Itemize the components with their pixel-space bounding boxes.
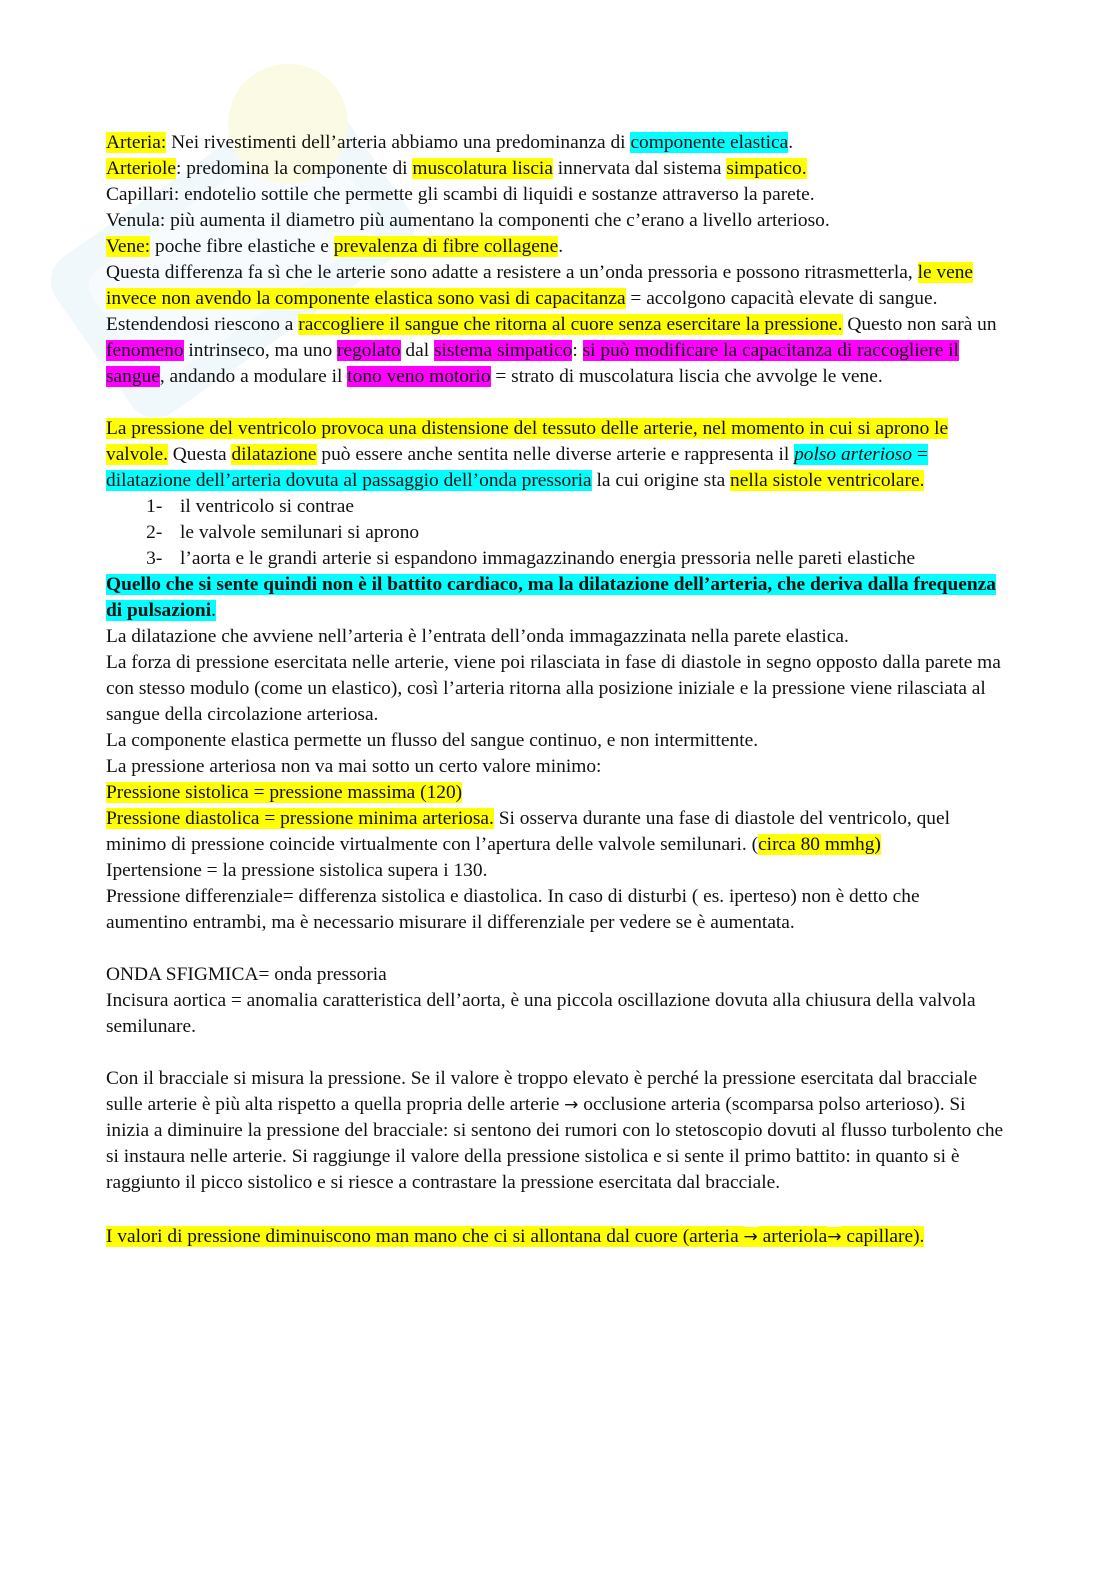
list-item: 1. il ventricolo si contrae	[172, 494, 1006, 520]
paragraph-minimo: La pressione arteriosa non va mai sotto un certo valore minimo:	[106, 756, 602, 777]
paragraph-arteria: Arteria: Nei rivestimenti dell’arteria abbiamo una predominanza di componente elastica.	[106, 132, 794, 153]
paragraph-differenziale: Pressione differenziale= differenza sistolica e diastolica. In caso di disturbi ( es. iperteso) non è detto che aumentino entrambi, ma è necessario misurare il differenziale per vedere se è aumentata.	[106, 886, 920, 933]
arrow-icon: →	[827, 1227, 842, 1247]
paragraph-componente: La componente elastica permette un flusso del sangue continuo, e non intermittente.	[106, 730, 759, 751]
list-item: 2. le valvole semilunari si aprono	[172, 520, 1006, 546]
paragraph-bracciale: Con il bracciale si misura la pressione. Se il valore è troppo elevato è perché la pressione esercitata dal bracciale sulle arterie è più alta rispetto a quella propria delle arterie → occlusione arteria (scomparsa polso arterioso). Si inizia a diminuire la pressione del bracciale: si sentono dei rumori con lo stetoscopio dovuti al flusso turbolento che si instaura nelle arterie. Si raggiunge il valore della pressione sistolica e si sente il primo battito: in quanto si è raggiunto il picco sistolico e si riesce a contrastare la pressione esercitata dal bracciale.	[106, 1068, 1004, 1193]
paragraph-capillari: Capillari: endotelio sottile che permette gli scambi di liquidi e sostanze attraverso la parete.	[106, 184, 815, 205]
paragraph-incisura: Incisura aortica = anomalia caratteristica dell’aorta, è una piccola oscillazione dovuta alla chiusura della valvola semilunare.	[106, 990, 976, 1037]
paragraph-quello: Quello che si sente quindi non è il battito cardiaco, ma la dilatazione dell’arteria, che deriva dalla frequenza di pulsazioni.	[106, 574, 996, 621]
spacer	[106, 1196, 1006, 1222]
spacer	[106, 936, 1006, 962]
paragraph-onda: ONDA SFIGMICA= onda pressoria	[106, 964, 387, 985]
arrow-icon: →	[564, 1095, 579, 1115]
arrow-icon: →	[743, 1227, 758, 1247]
steps-list	[106, 494, 1006, 572]
paragraph-ventricolo: La pressione del ventricolo provoca una distensione del tessuto delle arterie, nel momento in cui si aprono le valvole. Questa dilatazione può essere anche sentita nelle diverse arterie e rappresenta il polso arterioso = dilatazione dell’arteria dovuta al passaggio dell’onda pressoria la cui origine sta nella sistole ventricolare.	[106, 418, 949, 491]
spacer	[106, 390, 1006, 416]
paragraph-differenza: Questa differenza fa sì che le arterie sono adatte a resistere a un’onda pressoria e possono ritrasmetterla, le vene invece non avendo la componente elastica sono vasi di capacitanza = accolgono capacità elevate di sangue. Estendendosi riescono a raccogliere il sangue che ritorna al cuore senza esercitare la pressione. Questo non sarà un fenomeno intrinseco, ma uno regolato dal sistema simpatico: si può modificare la capacitanza di raccogliere il sangue, andando a modulare il tono veno motorio = strato di muscolatura liscia che avvolge le vene.	[106, 262, 997, 387]
paragraph-dilatazione: La dilatazione che avviene nell’arteria è l’entrata dell’onda immagazzinata nella parete elastica.	[106, 626, 849, 647]
paragraph-ipertensione: Ipertensione = la pressione sistolica supera i 130.	[106, 860, 488, 881]
paragraph-valori: I valori di pressione diminuiscono man mano che ci si allontana dal cuore (arteria → arteriola→ capillare).	[106, 1226, 925, 1247]
spacer	[106, 1040, 1006, 1066]
document-page	[106, 130, 1006, 1252]
list-item: 3. l’aorta e le grandi arterie si espandono immagazzinando energia pressoria nelle pareti elastiche	[172, 546, 1006, 572]
paragraph-vene: Vene: poche fibre elastiche e prevalenza di fibre collagene.	[106, 236, 564, 257]
paragraph-forza: La forza di pressione esercitata nelle arterie, viene poi rilasciata in fase di diastole in segno opposto dalla parete ma con stesso modulo (come un elastico), così l’arteria ritorna alla posizione iniziale e la pressione viene rilasciata al sangue della circolazione arteriosa.	[106, 652, 1001, 725]
paragraph-diastolica: Pressione diastolica = pressione minima arteriosa. Si osserva durante una fase di diastole del ventricolo, quel minimo di pressione coincide virtualmente con l’apertura delle valvole semilunari. (circa 80 mmhg)	[106, 808, 950, 855]
paragraph-arteriole: Arteriole: predomina la componente di muscolatura liscia innervata dal sistema simpatico.	[106, 158, 807, 179]
paragraph-sistolica: Pressione sistolica = pressione massima (120)	[106, 782, 463, 803]
paragraph-venula: Venula: più aumenta il diametro più aumentano la componenti che c’erano a livello arterioso.	[106, 210, 830, 231]
